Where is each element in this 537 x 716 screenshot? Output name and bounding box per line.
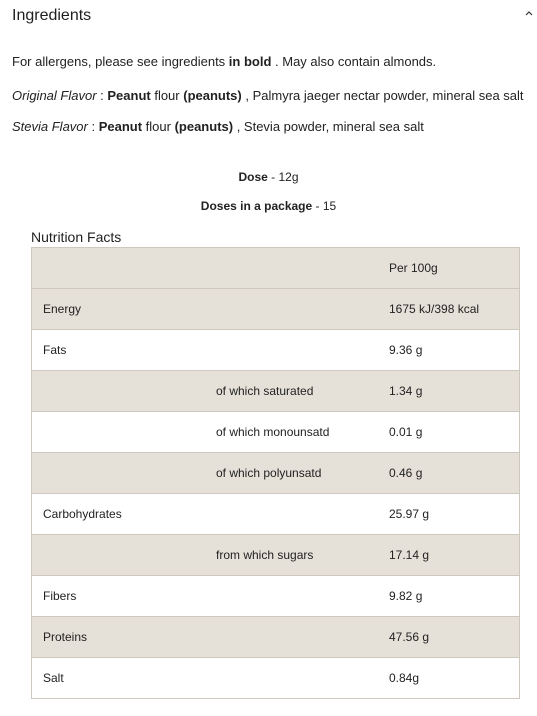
stevia-flavor-label: Stevia Flavor	[12, 119, 88, 134]
table-row	[32, 494, 520, 535]
stevia-flavor-text2: , Stevia powder, mineral sea salt	[233, 119, 424, 134]
dose-separator: -	[267, 170, 279, 184]
table-row	[32, 576, 520, 617]
original-flavor-colon: :	[96, 88, 108, 103]
allergen-note	[12, 53, 436, 71]
nutrition-header-row	[32, 248, 520, 289]
nutrient-sub	[206, 576, 379, 617]
stevia-flavor-ingredients	[12, 118, 424, 136]
original-flavor-ingredients	[12, 87, 524, 105]
nutrient-value: 9.36 g	[379, 330, 520, 371]
nutrient-value: 25.97 g	[379, 494, 520, 535]
dose-info	[0, 169, 537, 185]
original-flavor-text1: flour	[150, 88, 184, 103]
doses-package-info	[0, 198, 537, 214]
nutrient-sub: of which monounsatd	[206, 412, 379, 453]
nutrient-name: Energy	[32, 289, 207, 330]
nutrition-table	[31, 247, 520, 699]
nutrient-name: Salt	[32, 658, 207, 699]
header-cell-name	[32, 248, 207, 289]
allergen-note-prefix: For allergens, please see ingredients	[12, 54, 229, 69]
nutrient-value: 1.34 g	[379, 371, 520, 412]
stevia-flavor-peanut: Peanut	[98, 119, 143, 134]
table-row	[32, 535, 520, 576]
nutrient-sub: of which polyunsatd	[206, 453, 379, 494]
nutrient-sub	[206, 617, 379, 658]
nutrient-name	[32, 371, 207, 412]
nutrient-sub	[206, 494, 379, 535]
ingredients-accordion-header[interactable]	[12, 5, 537, 27]
nutrient-value: 1675 kJ/398 kcal	[379, 289, 520, 330]
table-row	[32, 330, 520, 371]
original-flavor-peanut: Peanut	[107, 88, 151, 103]
table-row	[32, 371, 520, 412]
nutrient-sub	[206, 289, 379, 330]
allergen-note-suffix: . May also contain almonds.	[271, 54, 437, 69]
nutrient-name: Carbohydrates	[32, 494, 207, 535]
nutrient-sub: from which sugars	[206, 535, 379, 576]
nutrient-value: 0.84g	[379, 658, 520, 699]
stevia-flavor-peanuts: (peanuts)	[174, 119, 234, 134]
ingredients-title: Ingredients	[12, 7, 92, 24]
nutrient-name: Fats	[32, 330, 207, 371]
nutrient-value: 17.14 g	[379, 535, 520, 576]
nutrient-value: 0.01 g	[379, 412, 520, 453]
stevia-flavor-colon: :	[87, 119, 99, 134]
original-flavor-label: Original Flavor	[12, 88, 97, 103]
original-flavor-peanuts: (peanuts)	[183, 88, 242, 103]
nutrient-name	[32, 453, 207, 494]
table-row	[32, 289, 520, 330]
doses-package-separator: -	[312, 199, 323, 213]
nutrient-sub	[206, 330, 379, 371]
header-cell-sub	[206, 248, 379, 289]
table-row	[32, 617, 520, 658]
dose-label: Dose	[238, 170, 268, 184]
table-row	[32, 658, 520, 699]
original-flavor-text2: , Palmyra jaeger nectar powder, mineral sea salt	[241, 88, 524, 103]
nutrient-name	[32, 535, 207, 576]
doses-package-value: 15	[322, 199, 337, 213]
nutrient-value: 9.82 g	[379, 576, 520, 617]
header-cell-per-100g: Per 100g	[379, 248, 520, 289]
nutrient-value: 47.56 g	[379, 617, 520, 658]
nutrient-name: Fibers	[32, 576, 207, 617]
dose-value: 12g	[278, 170, 299, 184]
table-row	[32, 412, 520, 453]
chevron-up-icon[interactable]	[523, 7, 535, 19]
nutrient-name: Proteins	[32, 617, 207, 658]
nutrient-sub: of which saturated	[206, 371, 379, 412]
nutrient-name	[32, 412, 207, 453]
nutrient-sub	[206, 658, 379, 699]
stevia-flavor-text1: flour	[142, 119, 175, 134]
doses-package-label: Doses in a package	[200, 199, 313, 213]
nutrition-facts-title: Nutrition Facts	[31, 229, 122, 245]
nutrient-value: 0.46 g	[379, 453, 520, 494]
table-row	[32, 453, 520, 494]
allergen-note-bold: in bold	[228, 54, 272, 69]
